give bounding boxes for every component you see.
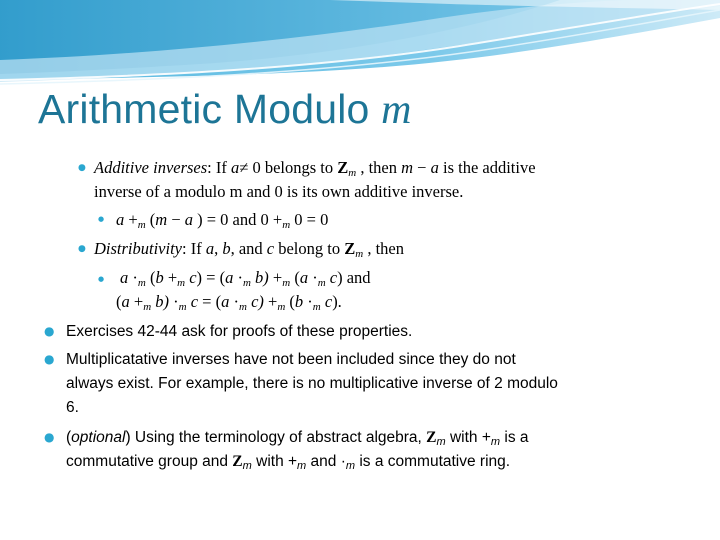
bullet-dot: ● xyxy=(98,215,105,223)
term-additive-inverses: Additive inverses xyxy=(94,158,208,177)
bullet-dot: ● xyxy=(44,352,55,366)
multiplicative-inverses-line-1: Multiplicatative inverses have not been included since they do not xyxy=(66,351,516,368)
abstract-algebra-line-2: commutative group and $Z_m$ with $+_m$ and $\cdot_m$ is a commutative ring. xyxy=(66,453,511,472)
slide-title-text: Arithmetic Modulo xyxy=(38,86,370,132)
term-distributivity: Distributivity xyxy=(94,239,182,258)
multiplicative-inverses-line-3: 6. xyxy=(66,399,79,416)
additive-inverses-line-2: inverse of a modulo m and 0 is its own additive inverse. xyxy=(94,182,464,201)
bullet-dot: ● xyxy=(44,324,55,338)
multiplicative-inverses-line-2: always exist. For example, there is no multiplicative inverse of 2 modulo xyxy=(66,375,558,392)
slide-title xyxy=(38,86,412,134)
slide-title-variable: m xyxy=(381,87,412,133)
distributivity-equation-line-1: $a \cdot_m$ ($b +_m$ $c) = (a \cdot_m$ $b) +_m$ ($a \cdot_m$ c) and xyxy=(120,268,371,289)
header-wave-decoration xyxy=(0,0,720,90)
bullet-dot: ● xyxy=(78,244,86,254)
bullet-dot: ● xyxy=(44,430,55,444)
distributivity-equation-line-2: ($a +_m$ $b) \cdot_m$ $c = (a \cdot_m$ $c) +_m$ ($b \cdot_m$ c). xyxy=(116,292,342,313)
exercises-note: Exercises 42-44 ask for proofs of these properties. xyxy=(66,323,413,340)
distributivity-line: Distributivity: If a, b, and c belong to $Z_m$ , then xyxy=(94,239,404,260)
additive-inverses-line-1: Additive inverses: If a≠ 0 belongs to $Z_m$ , then m − a is the additive xyxy=(94,158,536,179)
bullet-dot: ● xyxy=(78,163,86,173)
abstract-algebra-line-1: (optional) Using the terminology of abstract algebra, $Z_m$ with $+_m$ is a xyxy=(66,429,529,448)
bullet-dot: ● xyxy=(98,275,105,283)
additive-inverse-equation: $a +_m$ (m − a ) = 0 and $0 +_m$ 0 = 0 xyxy=(116,210,329,231)
